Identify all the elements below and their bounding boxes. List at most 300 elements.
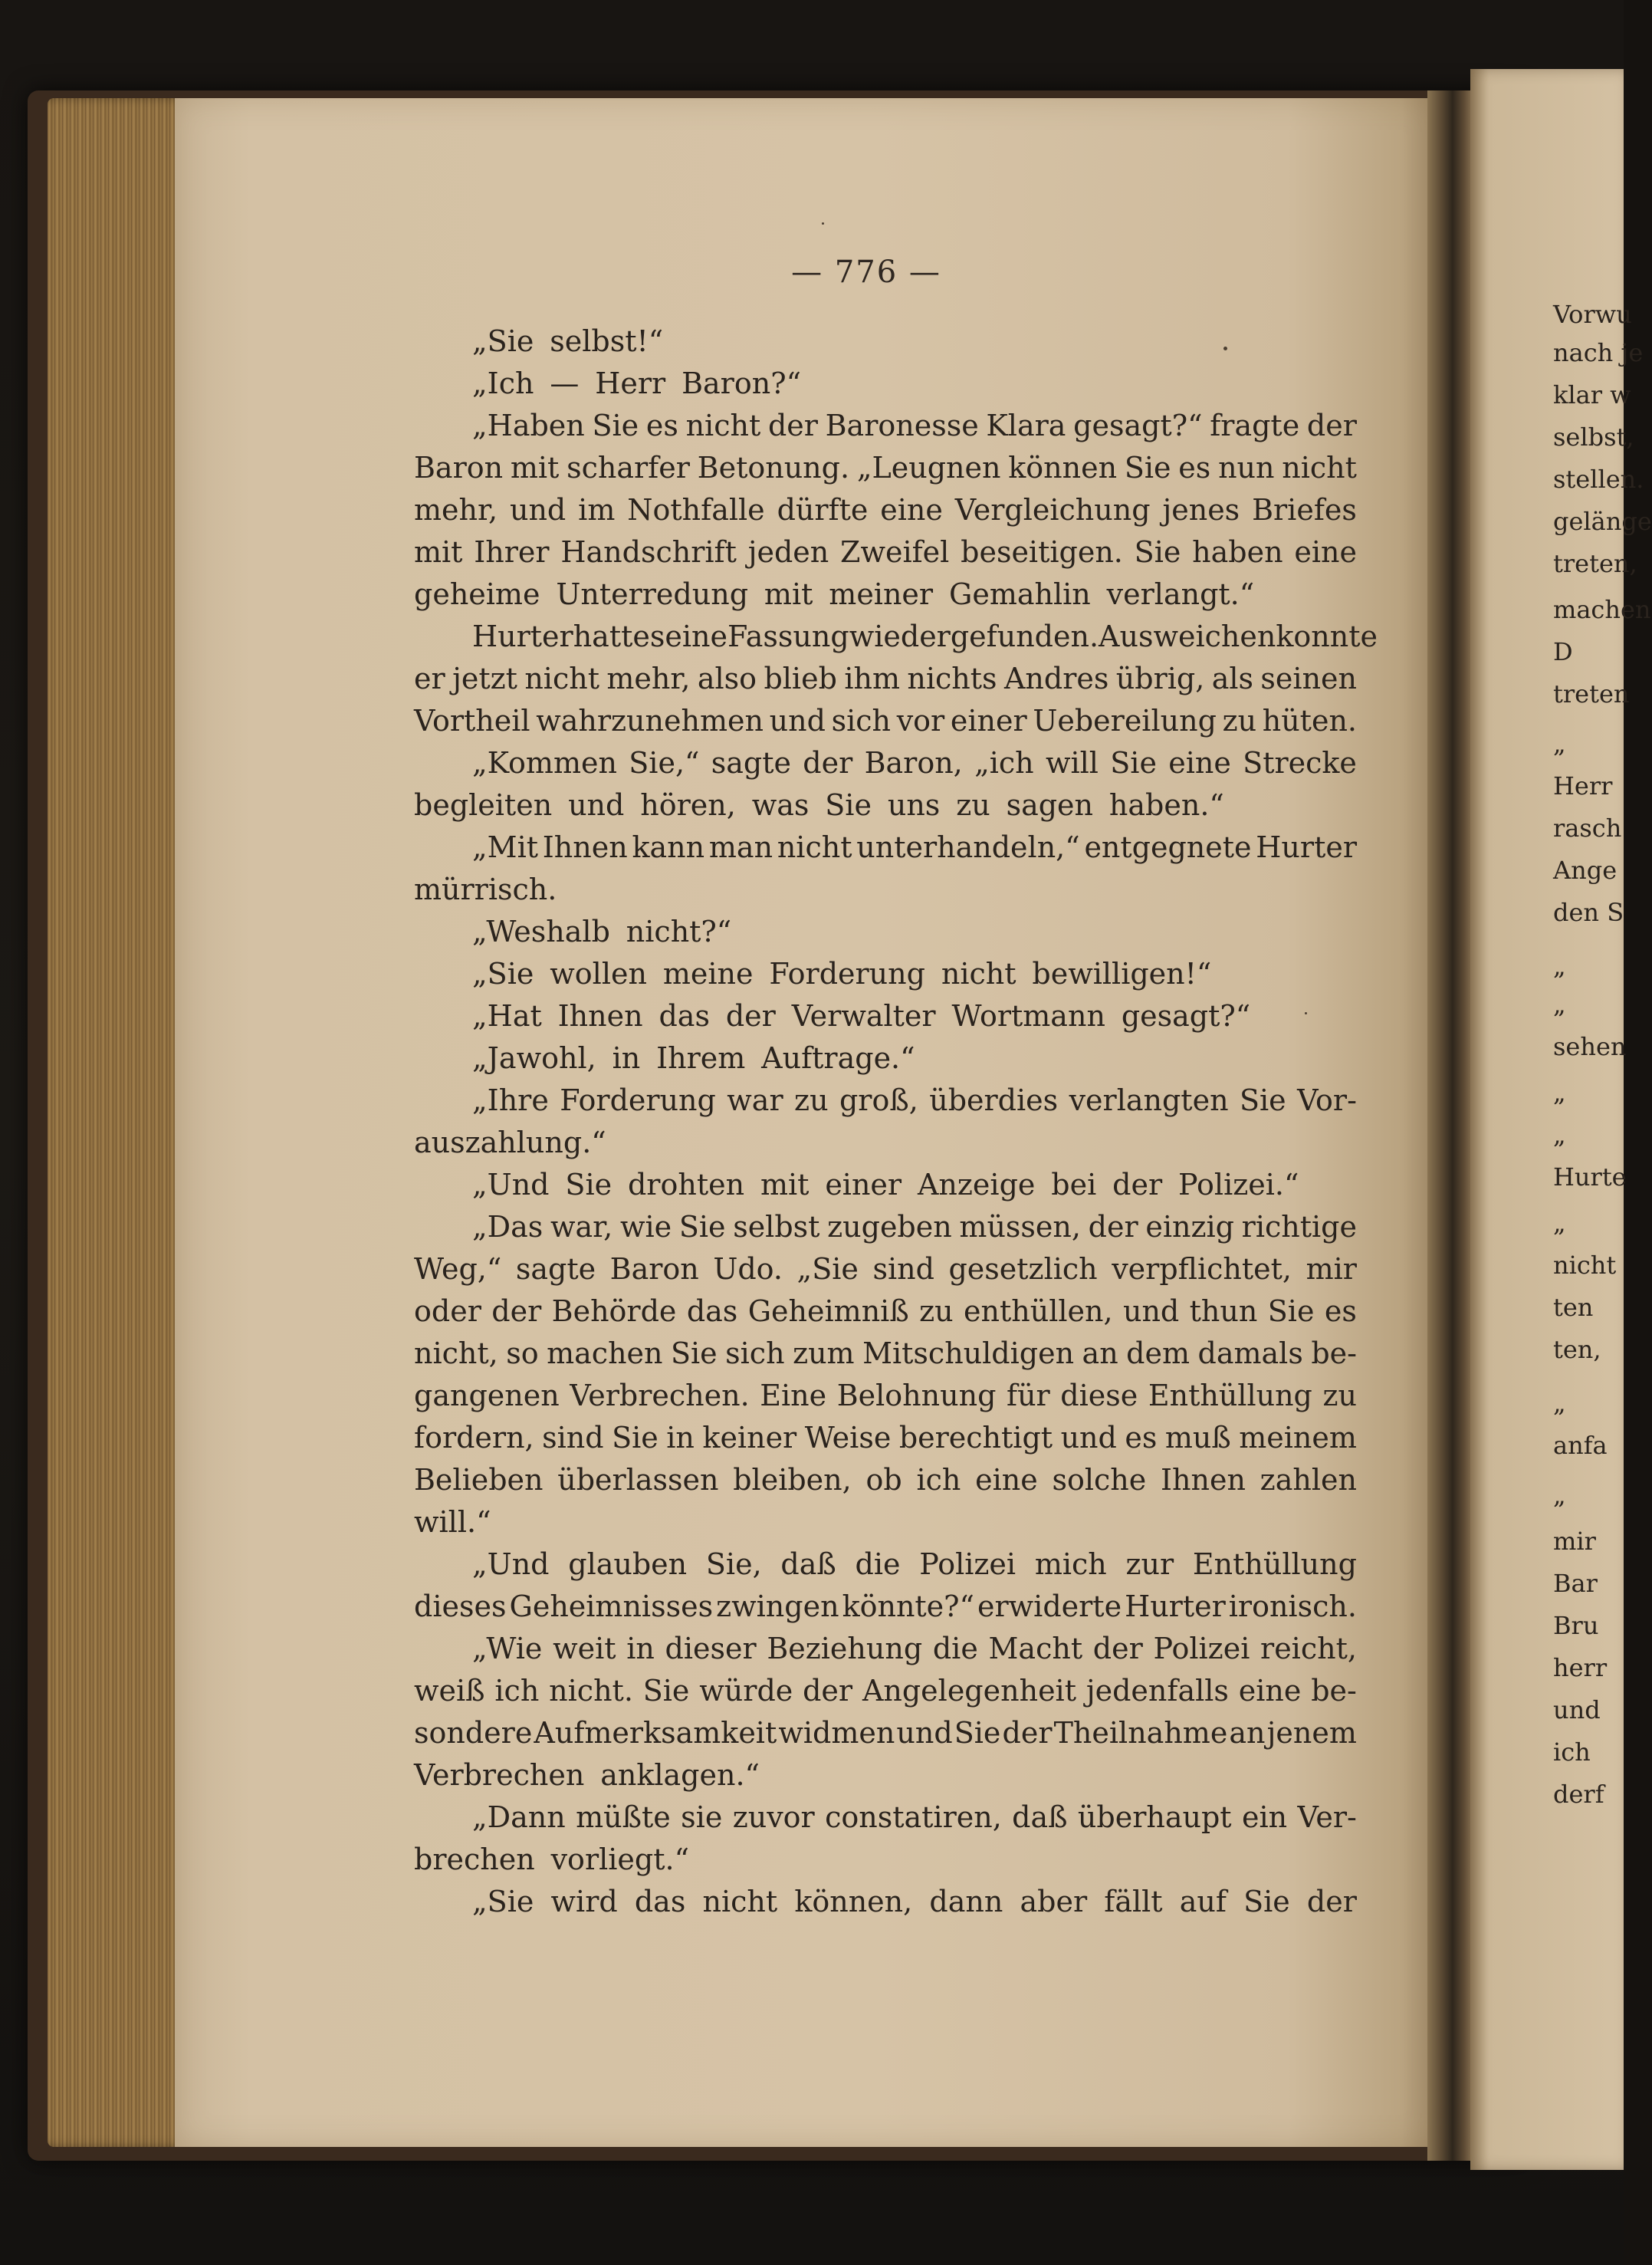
word: haben [1192,535,1283,569]
word: Betonung. [697,451,850,485]
word: der [1002,1716,1053,1750]
word: können [1008,451,1118,485]
right-page-fragment: treten [1553,679,1630,708]
right-page-fragment: klar w [1553,380,1631,409]
word: richtige [1241,1210,1357,1244]
word: Sie [1239,1083,1286,1117]
text-line [414,1248,1357,1290]
word: Angelegenheit [862,1674,1076,1708]
text-line [414,1375,1357,1417]
word: „Haben [472,409,585,442]
word: kann [632,830,705,864]
right-page-fragment: ten [1553,1293,1594,1322]
word: „Sie [472,324,534,358]
word: Sie [670,1336,718,1370]
text-line [414,700,1357,742]
word: Ver- [1297,1800,1357,1834]
right-page-fragment: ten, [1553,1335,1601,1364]
text-line [414,1712,1357,1754]
word: Udo. [713,1252,783,1286]
word: blieb [764,662,837,695]
text-line [414,1122,1357,1164]
word: Hurter [1256,830,1357,864]
text-line [414,616,1378,658]
word: der [803,746,853,780]
word: mit [760,1168,810,1202]
word: also [697,662,757,695]
word: „ich [974,746,1034,780]
word: keiner [702,1421,797,1455]
word: es [645,409,678,442]
word: zur [1125,1547,1174,1581]
word: sondere [414,1716,533,1750]
text-line [414,1797,1357,1839]
word: unterhandeln,“ [856,830,1080,864]
word: sagte [515,1252,596,1286]
word: mürrisch. [414,873,557,906]
word: einzig [1145,1210,1234,1244]
right-page-fragment: rasch [1553,814,1622,843]
word: Eine [760,1379,827,1412]
text-line [414,827,1357,869]
word: fragte [1210,409,1300,442]
word: ich [494,1674,540,1708]
word: Ihnen [542,830,628,864]
word: der [1306,409,1357,442]
text-line [414,1501,1357,1543]
word: verlangt.“ [1106,577,1255,611]
word: zu [919,1294,954,1328]
word: Sie [1124,451,1171,485]
word: „Leugnen [856,451,1001,485]
word: Forderung [769,957,925,991]
word: ob [865,1463,902,1497]
word: Nothfalle [627,493,765,527]
word: selbst!“ [550,324,664,358]
word: der [1112,1168,1163,1202]
word: Weg,“ [414,1252,502,1286]
word: und [1060,1421,1117,1455]
word: Belieben [414,1463,544,1497]
word: und [568,788,625,822]
word: Polizei [919,1547,1016,1581]
word: nicht [941,957,1016,991]
word: Uebereilung [1033,704,1217,738]
word: damals [1197,1336,1303,1370]
word: Aufmerksamkeit [534,1716,777,1750]
word: constatiren, [825,1800,1002,1834]
word: Vor- [1297,1083,1357,1117]
word: seinen [1260,662,1357,695]
right-page-fragment: herr [1553,1653,1608,1682]
word: wie [619,1210,672,1244]
word: nicht [1282,451,1357,485]
word: für [1007,1379,1050,1412]
word: Wortmann [951,999,1105,1033]
word: Anzeige [917,1168,1036,1202]
word: haben.“ [1108,788,1224,822]
word: be- [1311,1336,1357,1370]
word: solche [1052,1463,1147,1497]
word: Klara [986,409,1066,442]
text-line [414,1754,1357,1797]
right-page-fragment: Hurte [1553,1162,1627,1192]
word: entgegnete [1084,830,1252,864]
word: beseitigen. [961,535,1123,569]
word: übrig, [1115,662,1205,695]
text-line [414,784,1357,827]
text-line [414,574,1357,616]
word: sind [872,1252,934,1286]
word: was [751,788,810,822]
right-page-fragment: gelänge [1553,507,1652,536]
word: Forderung [560,1083,716,1117]
word: Auftrage.“ [761,1041,915,1075]
word: überhaupt [1077,1800,1232,1834]
word: Sie,“ [629,746,700,780]
word: mit [510,451,560,485]
word: Herr [595,367,666,400]
word: hören, [640,788,736,822]
word: Macht [988,1632,1083,1665]
word: Ihnen [1161,1463,1246,1497]
word: jeden [747,535,829,569]
word: in [626,1632,655,1665]
page-block-edges [48,98,193,2147]
word: Sie, [705,1547,762,1581]
word: mich [1034,1547,1107,1581]
word: dann [929,1885,1003,1918]
word: es [1324,1294,1357,1328]
text-line [414,1290,1357,1333]
right-page-fragment: nach je [1553,338,1644,367]
word: eine [1168,746,1231,780]
word: nun [1218,451,1275,485]
word: Belohnung [836,1379,997,1412]
word: glauben [568,1547,688,1581]
word: er [414,662,445,695]
word: Verwalter [791,999,936,1033]
text-line [414,1037,1357,1080]
word: Handschrift [560,535,737,569]
text-line [414,1881,1357,1923]
word: dieses [414,1589,507,1623]
word: wahrzunehmen [536,704,764,738]
word: „Das [472,1210,544,1244]
word: mir [1306,1252,1357,1286]
right-page-fragment: mir [1553,1527,1596,1556]
word: auf [1179,1885,1227,1918]
word: überlassen [557,1463,719,1497]
word: ein [1241,1800,1288,1834]
word: der [803,1674,853,1708]
word: „Mit [472,830,539,864]
word: „Sie [472,1885,534,1918]
word: will [1045,746,1099,780]
word: diese [1060,1379,1138,1412]
word: würde [699,1674,793,1708]
word: bei [1051,1168,1097,1202]
word: Baron, [864,746,963,780]
text-line [414,447,1357,489]
word: das [634,1885,686,1918]
word: einer [825,1168,902,1202]
paper-speck [1223,347,1227,350]
word: sagte [711,746,791,780]
word: nichts [907,662,997,695]
word: brechen [414,1843,535,1876]
word: ironisch. [1228,1589,1357,1623]
word: war, [550,1210,613,1244]
word: Sie [825,788,872,822]
word: Strecke [1243,746,1357,780]
text-line [414,321,1357,363]
text-line [414,1333,1357,1375]
word: zu [956,788,990,822]
right-page-fragment: „ [1553,952,1566,981]
word: Ausweichen [1099,620,1276,653]
word: eine [1294,535,1357,569]
word: Mitschuldigen [862,1336,1075,1370]
word: weiß [414,1674,485,1708]
word: drohten [627,1168,745,1202]
word: Sie [1267,1294,1315,1328]
word: ich [916,1463,961,1497]
text-line [414,1164,1357,1206]
word: in [612,1041,641,1075]
word: der [1306,1885,1357,1918]
word: „Weshalb [472,915,610,948]
word: widmen [778,1716,895,1750]
text-line [414,1628,1357,1670]
text-line [414,1586,1357,1628]
word: seine [649,620,727,653]
word: verlangten [1069,1083,1229,1117]
text-line [414,1670,1357,1712]
word: sich [831,704,892,738]
word: und [509,493,567,527]
text-line [414,1459,1357,1501]
word: fällt [1104,1885,1163,1918]
word: zu [1322,1379,1357,1412]
word: hüten. [1262,704,1357,738]
word: wollen [550,957,647,991]
right-page-fragment: Herr [1553,771,1613,800]
word: weit [553,1632,616,1665]
word: mehr, [414,493,498,527]
right-page-fragment: ich [1553,1737,1591,1767]
word: Unterredung [556,577,749,611]
word: gangenen [414,1379,560,1412]
text-line [414,1543,1357,1586]
word: Ihnen [557,999,643,1033]
word: nicht. [549,1674,633,1708]
word: Baron?“ [681,367,801,400]
word: zugeben [827,1210,952,1244]
word: der [1092,1632,1143,1665]
text-line [414,953,1357,995]
text-line [414,911,1357,953]
word: Sie [1243,1885,1290,1918]
paper-speck [1305,1012,1307,1014]
word: bleiben, [733,1463,852,1497]
text-line [414,531,1357,574]
word: jetzt [452,662,517,695]
word: jedenfalls [1085,1674,1229,1708]
word: im [578,493,616,527]
word: Vortheil [414,704,530,738]
word: eine [1238,1674,1302,1708]
word: Baron [414,451,504,485]
word: sind [542,1421,604,1455]
paper-speck [822,222,824,225]
word: machen [547,1336,663,1370]
word: zu [794,1083,829,1117]
right-page-fragment: selbst, [1553,422,1634,452]
word: nicht, [414,1336,498,1370]
word: sagen [1006,788,1094,822]
word: dürfte [777,493,869,527]
right-page-fragment: machen [1553,595,1651,624]
word: Baron [609,1252,699,1286]
right-page-fragment: „ [1553,729,1566,758]
right-page-fragment: „ [1553,1208,1566,1238]
word: und [896,1716,953,1750]
word: und [769,704,826,738]
word: thun [1189,1294,1258,1328]
word: be- [1311,1674,1357,1708]
word: „Ihre [472,1083,549,1117]
word: hatte [573,620,650,653]
word: eine [880,493,943,527]
right-page-fragment: stellen. [1553,465,1644,494]
text-line [414,1080,1357,1122]
body-text [414,321,1378,1923]
word: die [932,1632,978,1665]
word: es [1125,1421,1158,1455]
word: verpflichtet, [1112,1252,1292,1286]
word: Sie [1110,746,1157,780]
word: nicht?“ [626,915,732,948]
word: Sie [592,409,639,442]
text-line [414,1417,1357,1459]
book-gutter [1427,90,1473,2161]
word: groß, [839,1083,918,1117]
word: Ihrer [474,535,550,569]
word: Ihrem [656,1041,746,1075]
word: und [1122,1294,1180,1328]
word: sie [681,1800,723,1834]
word: jenem [1266,1716,1357,1750]
word: Hurter [1125,1589,1226,1623]
word: begleiten [414,788,553,822]
word: Vergleichung [954,493,1151,527]
text-line [414,363,1357,405]
word: wird [550,1885,618,1918]
word: nicht [685,409,761,442]
word: an [1229,1716,1266,1750]
word: daß [780,1547,836,1581]
word: oder [414,1294,481,1328]
word: konnte [1276,620,1378,653]
word: Sie [678,1210,726,1244]
word: müssen, [959,1210,1081,1244]
word: Geheimnisses [509,1589,714,1623]
word: gesagt?“ [1121,999,1251,1033]
right-page-fragment: „ [1553,1389,1566,1418]
word: als [1211,662,1254,695]
text-line [414,995,1357,1037]
right-page-fragment: „ [1553,1120,1566,1149]
word: — [550,367,580,400]
word: Enthüllung [1148,1379,1312,1412]
right-page-edge [1470,69,1652,2170]
word: Zweifel [840,535,950,569]
word: Weise [804,1421,892,1455]
word: gesagt?“ [1073,409,1203,442]
word: zwingen [716,1589,839,1623]
text-line [414,1839,1357,1881]
right-page-fragment: derf [1553,1780,1604,1809]
word: muß [1164,1421,1231,1455]
word: einer [950,704,1027,738]
word: meiner [829,577,934,611]
word: sich [725,1336,785,1370]
word: man [708,830,773,864]
word: war [727,1083,783,1117]
word: eine [975,1463,1038,1497]
word: „Ich [472,367,534,400]
text-line [414,489,1357,531]
word: Hurter [472,620,573,653]
word: „Sie [472,957,534,991]
word: mehr, [606,662,691,695]
right-page-fragment: „ [1553,1481,1566,1510]
word: zuvor [732,1800,815,1834]
word: zahlen [1260,1463,1357,1497]
text-line [414,869,1357,911]
word: dem [1126,1336,1191,1370]
word: in [666,1421,695,1455]
word: uns [887,788,941,822]
word: will.“ [414,1505,491,1539]
word: erwiderte [977,1589,1122,1623]
word: gesetzlich [948,1252,1098,1286]
word: so [506,1336,539,1370]
right-page-fragment: D [1553,637,1573,666]
right-page-fragment: „ [1553,990,1566,1019]
page-number: — 776 — [791,255,941,290]
word: Sie [642,1674,690,1708]
word: vorliegt.“ [550,1843,690,1876]
word: „Kommen [472,746,617,780]
word: nicht [777,830,852,864]
word: fordern, [414,1421,534,1455]
word: „Hat [472,999,542,1033]
word: nicht [524,662,599,695]
word: bewilligen!“ [1032,957,1212,991]
word: berechtigt [898,1421,1053,1455]
word: selbst [733,1210,820,1244]
word: „Und [472,1547,550,1581]
word: Geheimniß [747,1294,909,1328]
word: Verbrechen. [570,1379,750,1412]
word: können, [794,1885,913,1918]
word: Theilnahme [1053,1716,1228,1750]
word: Beziehung [767,1632,923,1665]
word: „Und [472,1168,550,1202]
word: dieser [665,1632,757,1665]
